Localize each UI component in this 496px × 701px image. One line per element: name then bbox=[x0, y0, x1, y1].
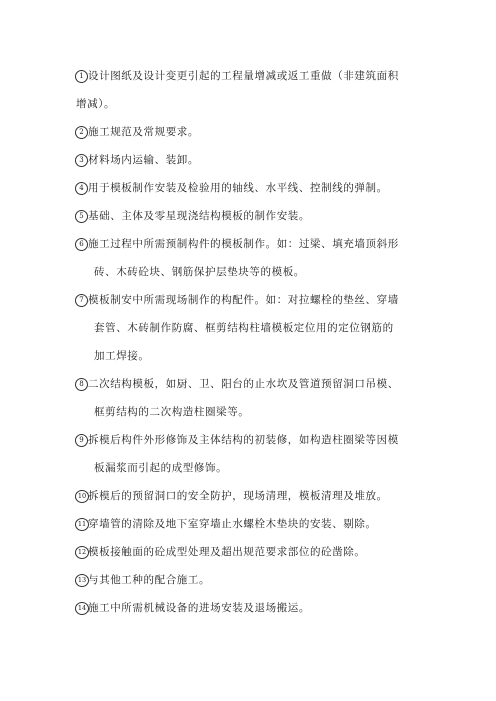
list-item bbox=[76, 426, 436, 482]
list-item bbox=[76, 370, 436, 426]
item-number-badge: 14 bbox=[75, 602, 89, 615]
item-text-continued: 套管、木砖制作防腐、框剪结构柱墙模板定位用的定位钢筋的 bbox=[94, 322, 394, 334]
item-number-badge: 13 bbox=[75, 574, 89, 587]
item-text: 穿墙管的清除及地下室穿墙止水螺栓木垫块的安装、剔除。 bbox=[88, 518, 377, 530]
item-number-badge: 9 bbox=[75, 434, 88, 447]
list-item bbox=[76, 538, 436, 566]
item-number-badge: 2 bbox=[75, 126, 88, 139]
item-text-continued: 砖、木砖砼块、钢筋保护层垫块等的模板。 bbox=[94, 266, 305, 278]
item-text: 施工中所需机械设备的进场安装及退场搬运。 bbox=[88, 602, 310, 614]
item-text: 材料场内运输、装卸。 bbox=[88, 154, 199, 166]
item-number-badge: 1 bbox=[75, 70, 88, 83]
list-item bbox=[76, 62, 436, 118]
item-text: 用于模板制作安装及检验用的轴线、水平线、控制线的弹制。 bbox=[88, 182, 388, 194]
item-text: 二次结构模板，如厨、卫、阳台的止水坎及管道预留洞口吊模、 bbox=[88, 378, 399, 390]
list-item bbox=[76, 230, 436, 286]
item-number-badge: 8 bbox=[75, 378, 88, 391]
item-text: 拆模后构件外形修饰及主体结构的初装修，如构造柱圈梁等因模 bbox=[88, 434, 399, 446]
item-number-badge: 7 bbox=[75, 294, 88, 307]
list-item bbox=[76, 118, 436, 146]
item-text: 模板接触面的砼成型处理及超出规范要求部位的砼凿除。 bbox=[88, 546, 366, 558]
item-text-continued: 板漏浆而引起的成型修饰。 bbox=[94, 462, 228, 474]
list-item bbox=[76, 202, 436, 230]
item-number-badge: 6 bbox=[75, 238, 88, 251]
item-text: 与其他工种的配合施工。 bbox=[88, 574, 211, 586]
list-item bbox=[76, 146, 436, 174]
item-number-badge: 5 bbox=[75, 210, 88, 223]
item-number-badge: 12 bbox=[75, 546, 89, 559]
item-text: 施工过程中所需预制构件的模板制作。如：过梁、填充墙顶斜形 bbox=[88, 238, 399, 250]
list-item bbox=[76, 174, 436, 202]
list-item bbox=[76, 594, 436, 622]
item-number-badge: 3 bbox=[75, 154, 88, 167]
list-item bbox=[76, 286, 436, 370]
scope-list bbox=[76, 62, 436, 622]
list-item bbox=[76, 510, 436, 538]
item-text: 设计图纸及设计变更引起的工程量增减或返工重做（非建筑面积 bbox=[88, 70, 399, 82]
item-number-badge: 11 bbox=[75, 518, 89, 531]
list-item bbox=[76, 566, 436, 594]
item-text-continued: 框剪结构的二次构造柱圈梁等。 bbox=[94, 406, 250, 418]
item-text-continued: 加工焊接。 bbox=[94, 350, 150, 362]
item-text: 拆模后的预留洞口的安全防护，现场清理，模板清理及堆放。 bbox=[88, 490, 388, 502]
item-text-continued: 增减）。 bbox=[76, 98, 116, 110]
item-text: 模板制安中所需现场制作的构配件。如：对拉螺栓的垫丝、穿墙 bbox=[88, 294, 399, 306]
list-item bbox=[76, 482, 436, 510]
item-text: 基础、主体及零星现浇结构模板的制作安装。 bbox=[88, 210, 310, 222]
item-text: 施工规范及常规要求。 bbox=[88, 126, 199, 138]
item-number-badge: 4 bbox=[75, 182, 88, 195]
item-number-badge: 10 bbox=[75, 490, 89, 503]
